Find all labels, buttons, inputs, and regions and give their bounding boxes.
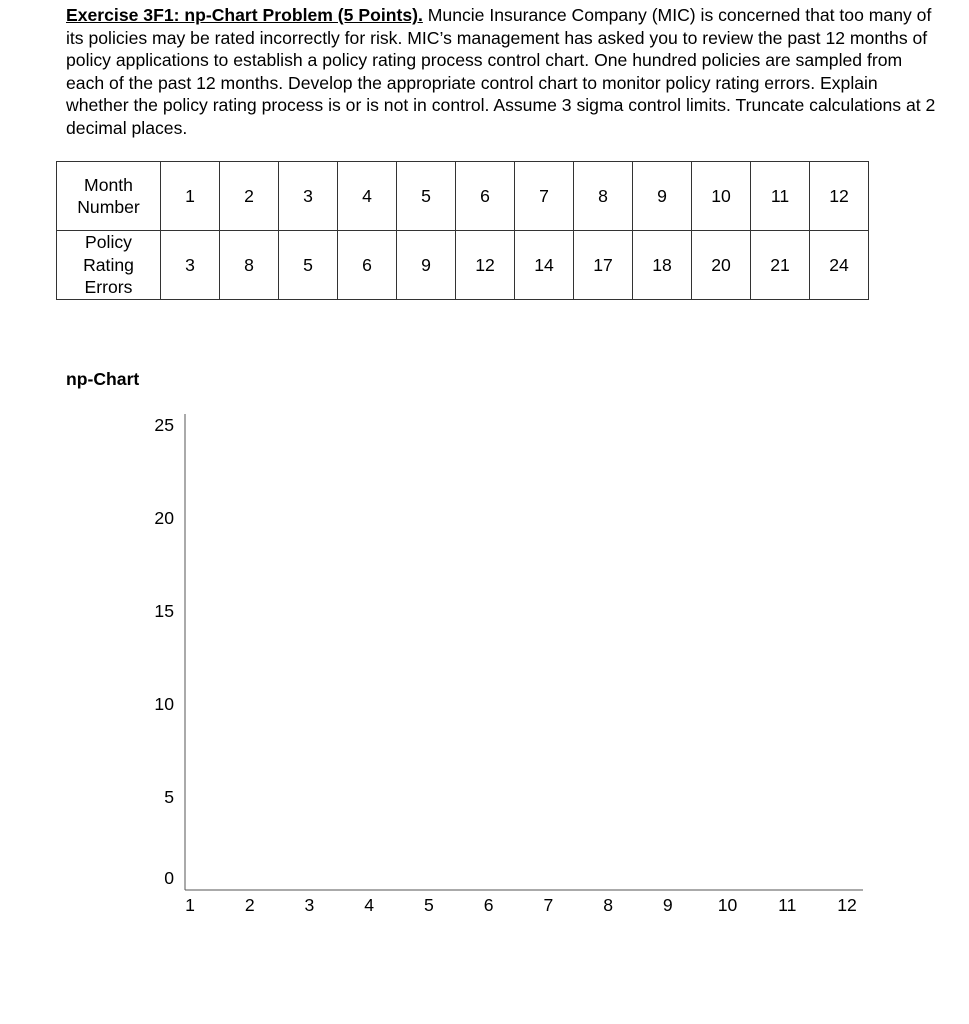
y-tick-label: 5 — [164, 787, 174, 807]
errors-cell: 18 — [633, 231, 692, 300]
errors-cell: 24 — [810, 231, 869, 300]
x-tick-label: 9 — [662, 895, 673, 915]
errors-cell: 21 — [751, 231, 810, 300]
x-tick-label: 2 — [244, 895, 255, 915]
y-tick-label: 10 — [154, 694, 174, 714]
month-cell: 5 — [397, 162, 456, 231]
y-tick-label: 25 — [154, 415, 174, 435]
errors-cell: 5 — [279, 231, 338, 300]
x-tick-label: 5 — [424, 895, 434, 915]
errors-cell: 9 — [397, 231, 456, 300]
x-tick-labels — [185, 895, 857, 915]
month-cell: 9 — [633, 162, 692, 231]
month-cell: 11 — [751, 162, 810, 231]
y-tick-label: 15 — [154, 601, 174, 621]
x-tick-label: 6 — [483, 895, 494, 915]
errors-cell: 20 — [692, 231, 751, 300]
x-tick-label: 10 — [717, 895, 738, 915]
header-line: Errors — [84, 277, 133, 298]
x-tick-label: 3 — [304, 895, 315, 915]
month-cell: 4 — [338, 162, 397, 231]
month-cell: 1 — [161, 162, 220, 231]
errors-cell: 14 — [515, 231, 574, 300]
header-line: Number — [77, 197, 140, 217]
x-tick-label: 8 — [603, 895, 613, 915]
x-tick-label: 12 — [837, 895, 857, 915]
problem-body: Muncie Insurance Company (MIC) is concerned that too many of its policies may be rated incorrectly for risk. MIC’s management has asked you to review the past 12 months of policy applications to establish a policy rating process control chart. One hundred policies are sampled from each of the past 12 months. Develop the appropriate control chart to monitor policy rating errors. Explain whether the policy rating process is or is not in control. Assume 3 sigma control limits. Truncate calculations at 2 decimal places. — [66, 5, 936, 138]
errors-cell: 6 — [338, 231, 397, 300]
header-line: Rating — [83, 254, 134, 275]
header-line: Month — [84, 174, 133, 195]
x-tick-label: 4 — [364, 895, 375, 915]
errors-cell: 17 — [574, 231, 633, 300]
chart-title: np-Chart — [66, 369, 140, 389]
month-cell: 10 — [692, 162, 751, 231]
x-tick-label: 11 — [778, 895, 797, 915]
month-cell: 3 — [279, 162, 338, 231]
month-cell: 8 — [574, 162, 633, 231]
errors-cell: 8 — [220, 231, 279, 300]
x-tick-label: 7 — [543, 895, 554, 915]
problem-title: Exercise 3F1: np-Chart Problem (5 Points). — [66, 5, 423, 25]
month-cell: 6 — [456, 162, 515, 231]
y-tick-label: 20 — [154, 508, 174, 528]
month-cell: 2 — [220, 162, 279, 231]
month-cell: 7 — [515, 162, 574, 231]
errors-cell: 12 — [456, 231, 515, 300]
header-line: Policy — [85, 232, 132, 253]
y-tick-labels — [154, 415, 174, 888]
x-tick-label: 1 — [185, 895, 195, 915]
month-cell: 12 — [810, 162, 869, 231]
y-tick-label: 0 — [164, 868, 174, 888]
errors-cell: 3 — [161, 231, 220, 300]
